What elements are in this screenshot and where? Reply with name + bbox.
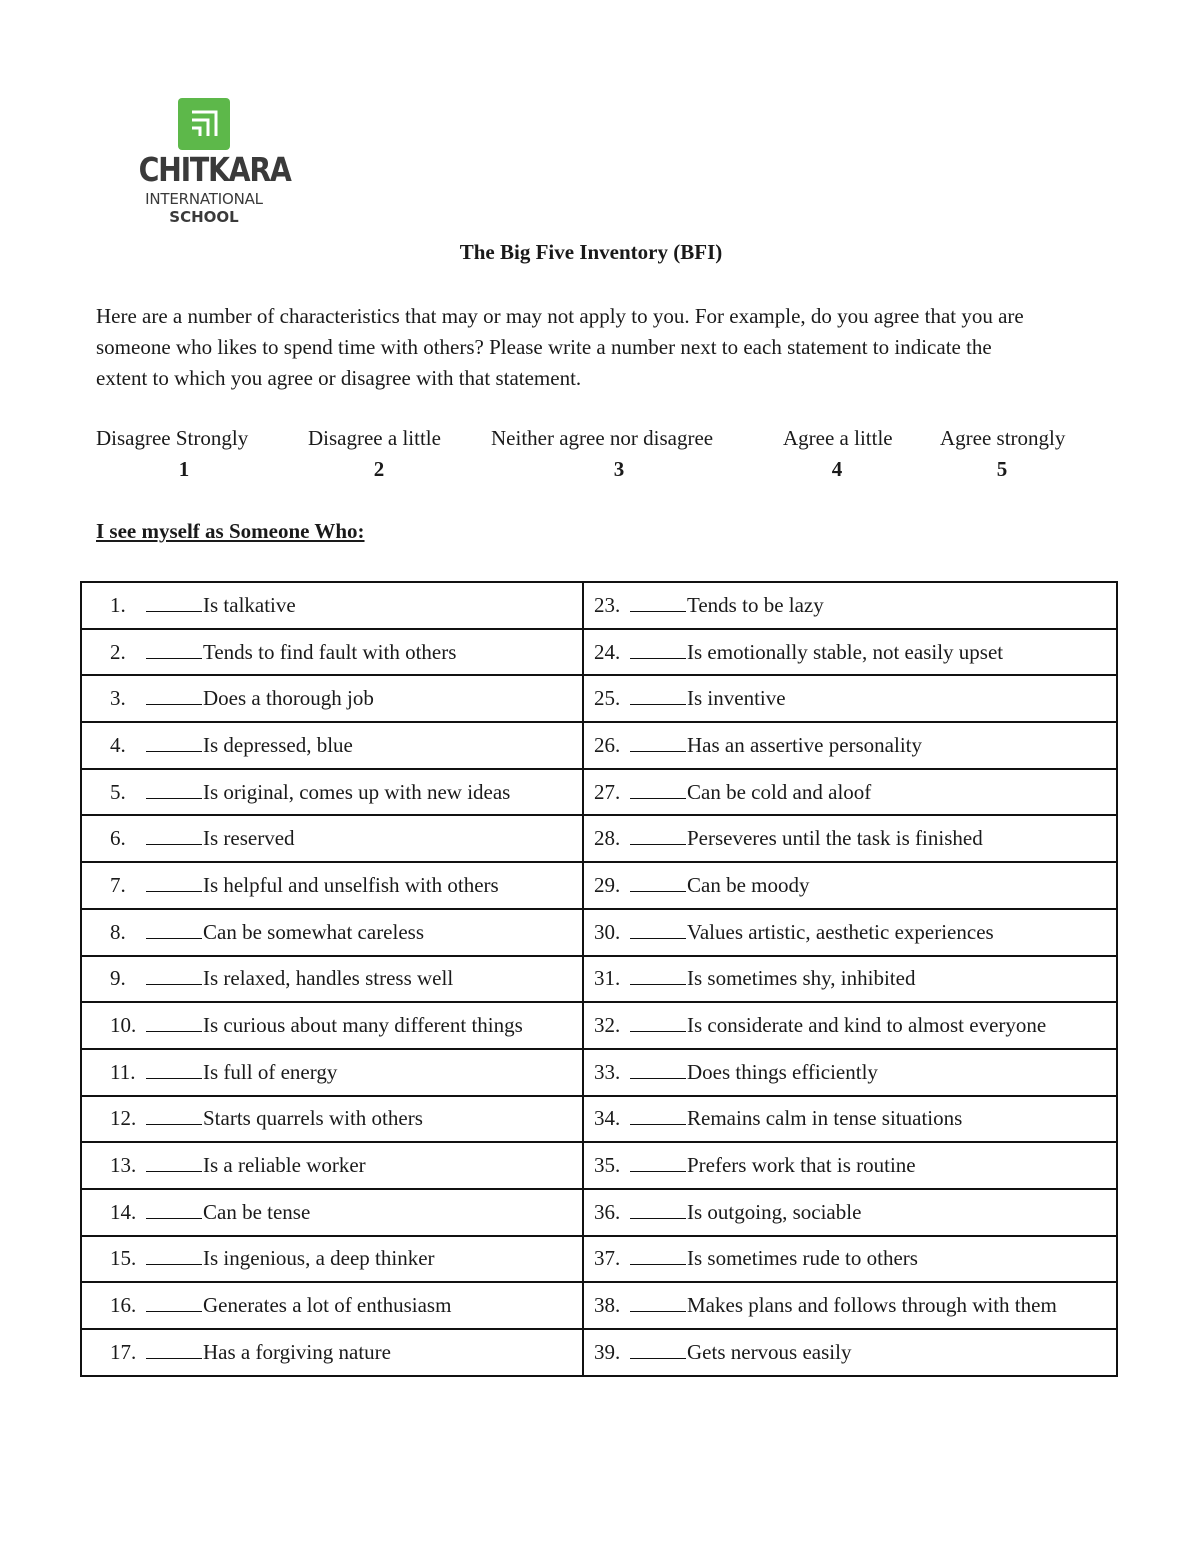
item-statement: Is a reliable worker — [203, 1153, 366, 1178]
answer-blank[interactable] — [146, 782, 202, 799]
item-cell-right — [583, 1142, 1117, 1189]
item-statement: Has an assertive personality — [687, 732, 923, 757]
scale-value-4: 4 — [831, 457, 843, 481]
item-statement: Can be moody — [687, 872, 810, 897]
item-statement: Is inventive — [687, 686, 786, 711]
logo-mark-icon — [178, 98, 230, 150]
item-cell-left — [81, 1002, 583, 1049]
answer-blank[interactable] — [630, 1108, 686, 1125]
answer-blank[interactable] — [630, 1295, 686, 1312]
item-cell-right — [583, 1329, 1117, 1376]
table-row — [81, 1002, 1117, 1049]
item-number: 7. — [110, 872, 126, 897]
scale-label-1: Disagree Strongly — [96, 426, 249, 450]
answer-blank[interactable] — [630, 1202, 686, 1219]
item-cell-right — [583, 1189, 1117, 1236]
scale-label-5: Agree strongly — [940, 426, 1066, 450]
table-row — [81, 722, 1117, 769]
item-cell-left — [81, 582, 583, 629]
item-number: 16. — [110, 1293, 137, 1318]
item-number: 32. — [594, 1013, 621, 1038]
item-statement: Is sometimes rude to others — [687, 1246, 918, 1271]
answer-blank[interactable] — [146, 1155, 202, 1172]
item-cell-left — [81, 769, 583, 816]
answer-blank[interactable] — [630, 735, 686, 752]
item-cell-left — [81, 629, 583, 676]
item-number: 37. — [594, 1246, 621, 1271]
scale-value-2: 2 — [373, 457, 385, 481]
item-number: 4. — [110, 732, 126, 757]
item-cell-left — [81, 862, 583, 909]
item-statement: Tends to find fault with others — [203, 639, 457, 664]
table-row — [81, 1282, 1117, 1329]
item-statement: Is emotionally stable, not easily upset — [687, 639, 1004, 664]
answer-blank[interactable] — [146, 1062, 202, 1079]
answer-blank[interactable] — [146, 968, 202, 985]
item-number: 29. — [594, 872, 621, 897]
item-number: 14. — [110, 1199, 137, 1224]
item-statement: Perseveres until the task is finished — [687, 826, 983, 851]
item-number: 13. — [110, 1153, 137, 1178]
item-statement: Makes plans and follows through with them — [687, 1293, 1057, 1318]
scale-label-4: Agree a little — [783, 426, 893, 450]
scale-label-3: Neither agree nor disagree — [491, 426, 714, 450]
item-statement: Is ingenious, a deep thinker — [203, 1246, 435, 1271]
item-statement: Remains calm in tense situations — [687, 1106, 963, 1131]
item-cell-left — [81, 815, 583, 862]
item-cell-left — [81, 1282, 583, 1329]
answer-blank[interactable] — [146, 642, 202, 659]
section-heading: I see myself as Someone Who: — [96, 519, 365, 543]
item-cell-left — [81, 909, 583, 956]
answer-blank[interactable] — [630, 922, 686, 939]
item-cell-left — [81, 1236, 583, 1283]
item-number: 35. — [594, 1153, 621, 1178]
item-number: 27. — [594, 779, 621, 804]
item-statement: Is helpful and unselfish with others — [203, 872, 499, 897]
item-cell-left — [81, 956, 583, 1003]
item-statement: Is depressed, blue — [203, 732, 353, 757]
answer-blank[interactable] — [630, 1342, 686, 1359]
item-number: 25. — [594, 686, 621, 711]
item-number: 2. — [110, 639, 126, 664]
scale-value-1: 1 — [178, 457, 190, 481]
item-cell-left — [81, 1142, 583, 1189]
item-statement: Can be tense — [203, 1199, 311, 1224]
item-cell-right — [583, 629, 1117, 676]
scale-label-2: Disagree a little — [308, 426, 441, 450]
table-row — [81, 1096, 1117, 1143]
answer-blank[interactable] — [146, 1108, 202, 1125]
item-number: 1. — [110, 592, 126, 617]
answer-blank[interactable] — [630, 1248, 686, 1265]
item-number: 38. — [594, 1293, 621, 1318]
item-statement: Is relaxed, handles stress well — [203, 966, 454, 991]
logo-subtitle-school: SCHOOL — [169, 208, 239, 226]
item-number: 39. — [594, 1339, 621, 1364]
item-cell-right — [583, 956, 1117, 1003]
item-cell-right — [583, 722, 1117, 769]
answer-blank[interactable] — [630, 968, 686, 985]
item-number: 33. — [594, 1059, 621, 1084]
item-statement: Is full of energy — [203, 1059, 338, 1084]
item-cell-right — [583, 815, 1117, 862]
answer-blank[interactable] — [146, 1248, 202, 1265]
answer-blank[interactable] — [146, 922, 202, 939]
item-cell-right — [583, 1049, 1117, 1096]
table-row — [81, 909, 1117, 956]
item-cell-left — [81, 675, 583, 722]
item-number: 36. — [594, 1199, 621, 1224]
answer-blank[interactable] — [146, 875, 202, 892]
logo-subtitle: INTERNATIONAL — [145, 190, 263, 208]
item-cell-left — [81, 1189, 583, 1236]
item-cell-right — [583, 1002, 1117, 1049]
item-cell-left — [81, 722, 583, 769]
table-row — [81, 629, 1117, 676]
item-statement: Gets nervous easily — [687, 1339, 852, 1364]
item-statement: Is curious about many different things — [203, 1013, 523, 1038]
answer-blank[interactable] — [630, 782, 686, 799]
item-number: 30. — [594, 919, 621, 944]
table-row — [81, 815, 1117, 862]
answer-blank[interactable] — [630, 642, 686, 659]
item-number: 15. — [110, 1246, 137, 1271]
item-number: 6. — [110, 826, 126, 851]
table-row — [81, 1189, 1117, 1236]
table-row — [81, 1049, 1117, 1096]
item-number: 5. — [110, 779, 126, 804]
answer-blank[interactable] — [146, 735, 202, 752]
item-number: 11. — [110, 1059, 136, 1084]
answer-blank[interactable] — [146, 595, 202, 612]
answer-blank[interactable] — [630, 828, 686, 845]
item-number: 24. — [594, 639, 621, 664]
table-row — [81, 1142, 1117, 1189]
answer-blank[interactable] — [630, 688, 686, 705]
table-row — [81, 675, 1117, 722]
item-cell-right — [583, 675, 1117, 722]
table-row — [81, 582, 1117, 629]
item-statement: Has a forgiving nature — [203, 1339, 391, 1364]
item-number: 28. — [594, 826, 621, 851]
item-statement: Can be cold and aloof — [687, 779, 872, 804]
answer-blank[interactable] — [146, 1015, 202, 1032]
scale-value-3: 3 — [613, 457, 625, 481]
item-statement: Starts quarrels with others — [203, 1106, 423, 1131]
item-cell-right — [583, 1096, 1117, 1143]
item-statement: Tends to be lazy — [687, 592, 824, 617]
item-cell-left — [81, 1049, 583, 1096]
item-number: 26. — [594, 732, 621, 757]
answer-blank[interactable] — [146, 688, 202, 705]
answer-blank[interactable] — [146, 1342, 202, 1359]
school-logo — [128, 98, 291, 228]
item-cell-right — [583, 909, 1117, 956]
item-statement: Values artistic, aesthetic experiences — [687, 919, 994, 944]
item-number: 8. — [110, 919, 126, 944]
item-number: 23. — [594, 592, 621, 617]
table-row — [81, 862, 1117, 909]
item-statement: Generates a lot of enthusiasm — [203, 1293, 452, 1318]
item-cell-left — [81, 1096, 583, 1143]
answer-blank[interactable] — [630, 1015, 686, 1032]
item-cell-left — [81, 1329, 583, 1376]
answer-blank[interactable] — [630, 1155, 686, 1172]
item-number: 34. — [594, 1106, 621, 1131]
item-cell-right — [583, 582, 1117, 629]
scale-value-5: 5 — [996, 457, 1008, 481]
instructions: Here are a number of characteristics that may or may not apply to you. For example, do you agree that you are someone who likes to spend time with others? Please write a number next to each statement to indicate the extent to which you agree or disagree with that statement. — [96, 304, 1024, 390]
table-row — [81, 769, 1117, 816]
item-statement: Is original, comes up with new ideas — [203, 779, 511, 804]
items-table — [80, 581, 1118, 1377]
answer-blank[interactable] — [630, 1062, 686, 1079]
page-title: The Big Five Inventory (BFI) — [459, 240, 723, 264]
item-number: 9. — [110, 966, 126, 991]
table-row — [81, 1329, 1117, 1376]
table-row — [81, 1236, 1117, 1283]
item-statement: Does a thorough job — [203, 686, 374, 711]
item-statement: Is considerate and kind to almost everyone — [687, 1013, 1047, 1038]
item-number: 31. — [594, 966, 621, 991]
item-statement: Is talkative — [203, 592, 296, 617]
item-number: 10. — [110, 1013, 137, 1038]
item-cell-right — [583, 769, 1117, 816]
item-statement: Can be somewhat careless — [203, 919, 425, 944]
answer-blank[interactable] — [630, 595, 686, 612]
answer-blank[interactable] — [146, 1295, 202, 1312]
item-statement: Is reserved — [203, 826, 295, 851]
table-row — [81, 956, 1117, 1003]
answer-blank[interactable] — [630, 875, 686, 892]
item-statement: Prefers work that is routine — [687, 1153, 916, 1178]
item-statement: Does things efficiently — [687, 1059, 878, 1084]
item-cell-right — [583, 1282, 1117, 1329]
item-statement: Is outgoing, sociable — [687, 1199, 862, 1224]
item-statement: Is sometimes shy, inhibited — [687, 966, 916, 991]
item-number: 12. — [110, 1106, 137, 1131]
item-cell-right — [583, 862, 1117, 909]
item-number: 3. — [110, 686, 126, 711]
answer-blank[interactable] — [146, 828, 202, 845]
logo-name: CHITKARA — [138, 150, 291, 189]
answer-blank[interactable] — [146, 1202, 202, 1219]
item-number: 17. — [110, 1339, 137, 1364]
item-cell-right — [583, 1236, 1117, 1283]
